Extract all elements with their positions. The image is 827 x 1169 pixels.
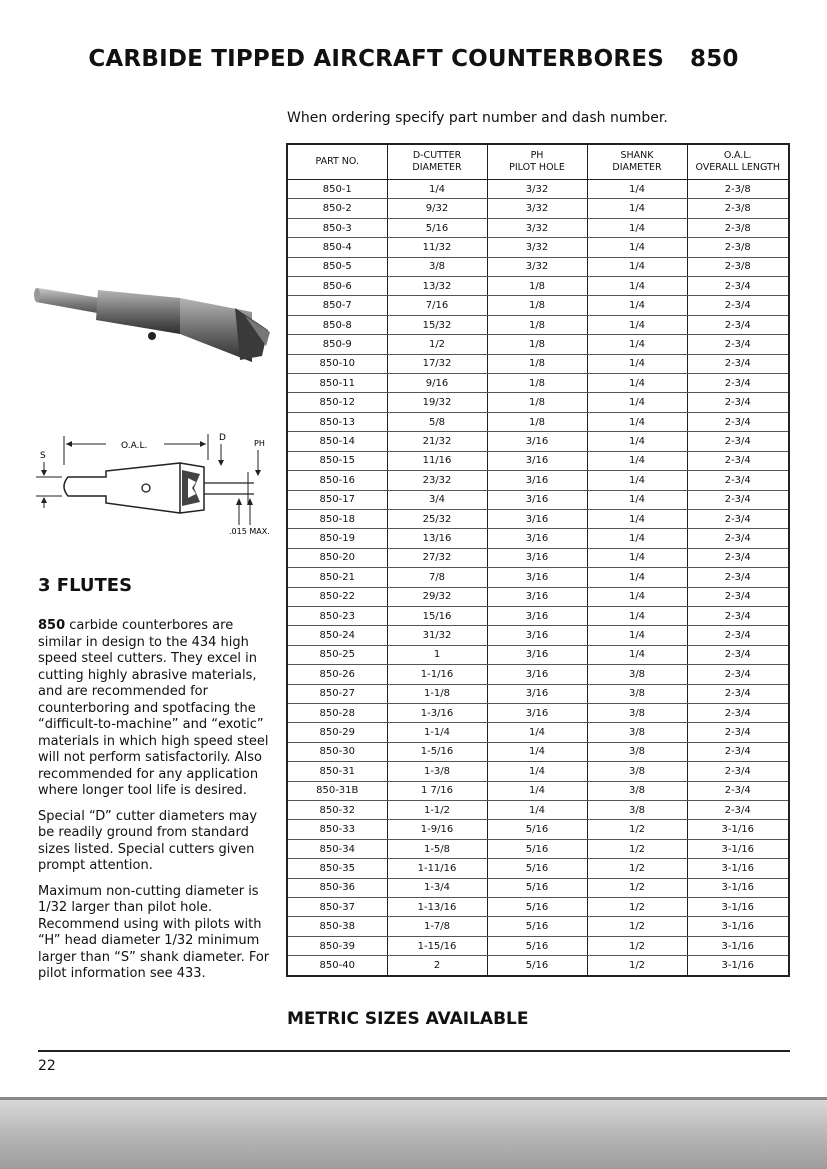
cell-d-cutter: 1-11/16	[387, 859, 487, 878]
cell-shank: 1/4	[587, 199, 687, 218]
table-row	[287, 451, 789, 470]
cell-d-cutter: 19/32	[387, 393, 487, 412]
cell-oal: 3-1/16	[687, 859, 789, 878]
table-row	[287, 374, 789, 393]
cell-part-no: 850-4	[287, 238, 387, 257]
description-paragraph-2: Special “D” cutter diameters may be readily ground from standard sizes listed. Special cutters given prompt attention.	[38, 808, 258, 873]
cell-pilot-hole: 3/32	[487, 257, 587, 276]
cell-d-cutter: 1/2	[387, 335, 487, 354]
cell-oal: 2-3/4	[687, 335, 789, 354]
cell-shank: 1/4	[587, 432, 687, 451]
cell-shank: 1/4	[587, 645, 687, 664]
cell-shank: 3/8	[587, 801, 687, 820]
cell-pilot-hole: 5/16	[487, 820, 587, 839]
cell-shank: 3/8	[587, 742, 687, 761]
cell-oal: 3-1/16	[687, 956, 789, 976]
title-text: CARBIDE TIPPED AIRCRAFT COUNTERBORES	[88, 46, 665, 72]
cell-part-no: 850-39	[287, 936, 387, 955]
cell-oal: 2-3/4	[687, 548, 789, 567]
cell-oal: 2-3/4	[687, 568, 789, 587]
cell-shank: 1/4	[587, 548, 687, 567]
cell-pilot-hole: 5/16	[487, 956, 587, 976]
table-row	[287, 684, 789, 703]
cell-shank: 1/4	[587, 568, 687, 587]
cell-pilot-hole: 3/16	[487, 568, 587, 587]
cell-d-cutter: 1-13/16	[387, 898, 487, 917]
cell-oal: 3-1/16	[687, 917, 789, 936]
cell-oal: 2-3/4	[687, 742, 789, 761]
cell-d-cutter: 1-1/16	[387, 665, 487, 684]
cell-oal: 2-3/4	[687, 645, 789, 664]
table-row	[287, 529, 789, 548]
cell-pilot-hole: 1/8	[487, 296, 587, 315]
description-paragraph-3: Maximum non-cutting diameter is 1/32 larger than pilot hole. Recommend using with pilots with “H” head diameter 1/32 minimum larger than “S” shank diameter. For pilot information see 433.	[38, 883, 270, 981]
cell-shank: 1/2	[587, 956, 687, 976]
cell-part-no: 850-12	[287, 393, 387, 412]
cell-shank: 1/4	[587, 180, 687, 199]
cell-d-cutter: 1-9/16	[387, 820, 487, 839]
cell-oal: 2-3/8	[687, 238, 789, 257]
cell-d-cutter: 1-3/4	[387, 878, 487, 897]
table-row	[287, 315, 789, 334]
cell-pilot-hole: 3/32	[487, 180, 587, 199]
cell-pilot-hole: 3/16	[487, 606, 587, 625]
cell-part-no: 850-19	[287, 529, 387, 548]
flutes-heading: 3 FLUTES	[38, 575, 133, 596]
cell-part-no: 850-38	[287, 917, 387, 936]
cell-oal: 3-1/16	[687, 898, 789, 917]
ordering-instructions: When ordering specify part number and dash number.	[287, 110, 668, 126]
cell-oal: 2-3/4	[687, 587, 789, 606]
cell-part-no: 850-15	[287, 451, 387, 470]
table-row	[287, 665, 789, 684]
d-label: D	[219, 433, 226, 443]
cell-pilot-hole: 1/8	[487, 315, 587, 334]
table-row	[287, 412, 789, 431]
cell-oal: 2-3/4	[687, 781, 789, 800]
cell-shank: 1/4	[587, 529, 687, 548]
cell-pilot-hole: 5/16	[487, 839, 587, 858]
cell-d-cutter: 1-1/8	[387, 684, 487, 703]
max-label: .015 MAX.	[229, 527, 270, 536]
cell-pilot-hole: 3/16	[487, 587, 587, 606]
cell-shank: 1/2	[587, 898, 687, 917]
cell-shank: 1/4	[587, 374, 687, 393]
cell-pilot-hole: 1/8	[487, 354, 587, 373]
header-part-no: PART NO.	[287, 144, 387, 180]
header-d-cutter: D-CUTTER DIAMETER	[387, 144, 487, 180]
cell-part-no: 850-16	[287, 471, 387, 490]
table-row	[287, 471, 789, 490]
table-row	[287, 917, 789, 936]
table-row	[287, 277, 789, 296]
cell-pilot-hole: 1/4	[487, 723, 587, 742]
table-row	[287, 548, 789, 567]
cell-part-no: 850-25	[287, 645, 387, 664]
cell-d-cutter: 17/32	[387, 354, 487, 373]
cell-shank: 1/4	[587, 587, 687, 606]
cell-shank: 3/8	[587, 723, 687, 742]
cell-pilot-hole: 3/16	[487, 684, 587, 703]
cell-shank: 3/8	[587, 781, 687, 800]
cell-shank: 1/4	[587, 277, 687, 296]
cell-shank: 1/4	[587, 393, 687, 412]
cell-pilot-hole: 3/16	[487, 451, 587, 470]
cell-d-cutter: 9/16	[387, 374, 487, 393]
cell-oal: 2-3/4	[687, 509, 789, 528]
ph-label: PH	[254, 439, 265, 448]
cell-oal: 2-3/4	[687, 393, 789, 412]
cell-shank: 1/4	[587, 257, 687, 276]
cell-d-cutter: 7/8	[387, 568, 487, 587]
cell-shank: 1/2	[587, 936, 687, 955]
cell-d-cutter: 5/8	[387, 412, 487, 431]
cell-pilot-hole: 5/16	[487, 936, 587, 955]
cell-shank: 1/4	[587, 451, 687, 470]
cell-oal: 2-3/4	[687, 490, 789, 509]
cell-oal: 2-3/4	[687, 723, 789, 742]
cell-pilot-hole: 3/16	[487, 490, 587, 509]
cell-part-no: 850-32	[287, 801, 387, 820]
cell-part-no: 850-29	[287, 723, 387, 742]
cell-pilot-hole: 3/32	[487, 238, 587, 257]
cell-oal: 2-3/4	[687, 606, 789, 625]
cell-pilot-hole: 1/4	[487, 781, 587, 800]
cell-pilot-hole: 1/8	[487, 393, 587, 412]
cell-d-cutter: 1-1/2	[387, 801, 487, 820]
cell-shank: 3/8	[587, 762, 687, 781]
header-pilot-hole: PH PILOT HOLE	[487, 144, 587, 180]
cell-pilot-hole: 3/32	[487, 199, 587, 218]
cell-oal: 3-1/16	[687, 820, 789, 839]
cell-d-cutter: 1-7/8	[387, 917, 487, 936]
table-header-row	[287, 144, 789, 180]
cell-oal: 2-3/4	[687, 529, 789, 548]
table-row	[287, 568, 789, 587]
cell-shank: 1/4	[587, 296, 687, 315]
cell-d-cutter: 1-1/4	[387, 723, 487, 742]
cell-shank: 1/4	[587, 315, 687, 334]
cell-part-no: 850-3	[287, 218, 387, 237]
cell-shank: 1/4	[587, 471, 687, 490]
cell-d-cutter: 13/16	[387, 529, 487, 548]
table-row	[287, 218, 789, 237]
cell-d-cutter: 23/32	[387, 471, 487, 490]
cell-oal: 2-3/4	[687, 703, 789, 722]
page-number: 22	[38, 1058, 56, 1074]
cell-pilot-hole: 5/16	[487, 878, 587, 897]
header-shank: SHANK DIAMETER	[587, 144, 687, 180]
cell-oal: 2-3/4	[687, 432, 789, 451]
cell-d-cutter: 1 7/16	[387, 781, 487, 800]
cell-part-no: 850-10	[287, 354, 387, 373]
cell-part-no: 850-35	[287, 859, 387, 878]
cell-oal: 3-1/16	[687, 878, 789, 897]
cell-shank: 1/2	[587, 859, 687, 878]
cell-part-no: 850-27	[287, 684, 387, 703]
cell-pilot-hole: 5/16	[487, 859, 587, 878]
cell-d-cutter: 15/16	[387, 606, 487, 625]
cell-oal: 2-3/8	[687, 218, 789, 237]
cell-d-cutter: 13/32	[387, 277, 487, 296]
cell-d-cutter: 1-3/16	[387, 703, 487, 722]
table-row	[287, 723, 789, 742]
cell-part-no: 850-30	[287, 742, 387, 761]
table-row	[287, 820, 789, 839]
cell-pilot-hole: 1/8	[487, 412, 587, 431]
cell-pilot-hole: 3/16	[487, 626, 587, 645]
cell-d-cutter: 15/32	[387, 315, 487, 334]
cell-d-cutter: 1-15/16	[387, 936, 487, 955]
cell-part-no: 850-26	[287, 665, 387, 684]
cell-oal: 2-3/8	[687, 257, 789, 276]
cell-part-no: 850-34	[287, 839, 387, 858]
table-row	[287, 509, 789, 528]
cell-oal: 2-3/4	[687, 315, 789, 334]
table-row	[287, 703, 789, 722]
cell-pilot-hole: 3/16	[487, 665, 587, 684]
cell-d-cutter: 11/16	[387, 451, 487, 470]
cell-oal: 3-1/16	[687, 839, 789, 858]
cell-shank: 1/4	[587, 218, 687, 237]
cell-shank: 1/2	[587, 878, 687, 897]
cell-pilot-hole: 5/16	[487, 898, 587, 917]
cell-shank: 1/4	[587, 606, 687, 625]
cell-pilot-hole: 1/8	[487, 335, 587, 354]
table-row	[287, 354, 789, 373]
cell-pilot-hole: 3/16	[487, 645, 587, 664]
footer-rule	[38, 1050, 790, 1052]
cell-part-no: 850-33	[287, 820, 387, 839]
product-description	[38, 618, 270, 992]
cell-pilot-hole: 1/4	[487, 742, 587, 761]
table-row	[287, 296, 789, 315]
cell-part-no: 850-21	[287, 568, 387, 587]
cell-shank: 3/8	[587, 703, 687, 722]
table-row	[287, 956, 789, 976]
cell-pilot-hole: 3/16	[487, 509, 587, 528]
cell-part-no: 850-31B	[287, 781, 387, 800]
cell-part-no: 850-6	[287, 277, 387, 296]
cell-shank: 3/8	[587, 684, 687, 703]
cell-oal: 2-3/8	[687, 199, 789, 218]
cell-oal: 2-3/4	[687, 354, 789, 373]
cell-shank: 1/4	[587, 412, 687, 431]
table-row	[287, 839, 789, 858]
cell-shank: 3/8	[587, 665, 687, 684]
cell-oal: 2-3/4	[687, 665, 789, 684]
table-row	[287, 878, 789, 897]
cell-oal: 2-3/4	[687, 471, 789, 490]
table-row	[287, 257, 789, 276]
cell-shank: 1/2	[587, 917, 687, 936]
header-oal: O.A.L. OVERALL LENGTH	[687, 144, 789, 180]
cell-d-cutter: 27/32	[387, 548, 487, 567]
cell-part-no: 850-22	[287, 587, 387, 606]
table-row	[287, 781, 789, 800]
cell-pilot-hole: 3/16	[487, 529, 587, 548]
cell-part-no: 850-18	[287, 509, 387, 528]
table-row	[287, 335, 789, 354]
metric-sizes-note: METRIC SIZES AVAILABLE	[287, 1009, 529, 1029]
cell-oal: 2-3/4	[687, 374, 789, 393]
series-bold: 850	[38, 618, 66, 633]
cell-d-cutter: 1	[387, 645, 487, 664]
cell-pilot-hole: 1/8	[487, 374, 587, 393]
table-row	[287, 180, 789, 199]
page-title	[0, 46, 827, 72]
cell-d-cutter: 1-5/8	[387, 839, 487, 858]
cell-d-cutter: 2	[387, 956, 487, 976]
cell-oal: 2-3/4	[687, 626, 789, 645]
cell-shank: 1/4	[587, 626, 687, 645]
table-row	[287, 238, 789, 257]
counterbore-size-table	[286, 143, 790, 977]
cell-part-no: 850-23	[287, 606, 387, 625]
cell-d-cutter: 3/4	[387, 490, 487, 509]
cell-d-cutter: 29/32	[387, 587, 487, 606]
cell-part-no: 850-7	[287, 296, 387, 315]
cell-pilot-hole: 5/16	[487, 917, 587, 936]
cell-d-cutter: 25/32	[387, 509, 487, 528]
cell-d-cutter: 5/16	[387, 218, 487, 237]
cell-shank: 1/4	[587, 490, 687, 509]
cell-d-cutter: 9/32	[387, 199, 487, 218]
cell-shank: 1/4	[587, 335, 687, 354]
table-row	[287, 626, 789, 645]
oal-label: O.A.L.	[121, 441, 148, 451]
cell-part-no: 850-28	[287, 703, 387, 722]
cell-part-no: 850-8	[287, 315, 387, 334]
cell-pilot-hole: 3/16	[487, 548, 587, 567]
cell-d-cutter: 1-3/8	[387, 762, 487, 781]
cell-oal: 2-3/4	[687, 684, 789, 703]
table-row	[287, 199, 789, 218]
cell-shank: 1/2	[587, 820, 687, 839]
s-label: S	[40, 451, 46, 461]
cell-part-no: 850-31	[287, 762, 387, 781]
cell-oal: 2-3/8	[687, 180, 789, 199]
series-number: 850	[690, 46, 739, 72]
table-row	[287, 606, 789, 625]
cell-d-cutter: 21/32	[387, 432, 487, 451]
table-body	[287, 180, 789, 977]
cell-pilot-hole: 3/16	[487, 703, 587, 722]
cell-part-no: 850-2	[287, 199, 387, 218]
counterbore-photo	[30, 276, 275, 386]
table-row	[287, 432, 789, 451]
cell-pilot-hole: 1/4	[487, 762, 587, 781]
dimension-diagram	[28, 430, 278, 540]
cell-d-cutter: 1-5/16	[387, 742, 487, 761]
cell-oal: 2-3/4	[687, 451, 789, 470]
cell-part-no: 850-40	[287, 956, 387, 976]
cell-shank: 1/4	[587, 509, 687, 528]
cell-oal: 2-3/4	[687, 412, 789, 431]
cell-part-no: 850-9	[287, 335, 387, 354]
table-row	[287, 801, 789, 820]
table-row	[287, 859, 789, 878]
cell-d-cutter: 11/32	[387, 238, 487, 257]
cell-oal: 2-3/4	[687, 762, 789, 781]
cell-part-no: 850-36	[287, 878, 387, 897]
cell-part-no: 850-20	[287, 548, 387, 567]
table-row	[287, 762, 789, 781]
cell-pilot-hole: 3/16	[487, 432, 587, 451]
cell-d-cutter: 31/32	[387, 626, 487, 645]
cell-shank: 1/4	[587, 354, 687, 373]
cell-pilot-hole: 1/8	[487, 277, 587, 296]
table-row	[287, 645, 789, 664]
table-row	[287, 393, 789, 412]
cell-d-cutter: 7/16	[387, 296, 487, 315]
table-row	[287, 936, 789, 955]
cell-oal: 2-3/4	[687, 277, 789, 296]
description-paragraph-1: 850 carbide counterbores are similar in design to the 434 high speed steel cutters. They excel in cutting highly abrasive materials, and are recommended for counterboring and spotfacing the “difficult-to-machine” and “exotic” materials in which high speed steel will not perform satisfactorily. Also recommended for any application where longer tool life is desired.	[38, 618, 269, 798]
cell-part-no: 850-17	[287, 490, 387, 509]
cell-pilot-hole: 1/4	[487, 801, 587, 820]
cell-d-cutter: 3/8	[387, 257, 487, 276]
cell-part-no: 850-13	[287, 412, 387, 431]
cell-shank: 1/2	[587, 839, 687, 858]
cell-shank: 1/4	[587, 238, 687, 257]
cell-oal: 2-3/4	[687, 296, 789, 315]
cell-oal: 2-3/4	[687, 801, 789, 820]
table-row	[287, 898, 789, 917]
cell-oal: 3-1/16	[687, 936, 789, 955]
cell-d-cutter: 1/4	[387, 180, 487, 199]
table-row	[287, 742, 789, 761]
cell-part-no: 850-11	[287, 374, 387, 393]
table-row	[287, 587, 789, 606]
cell-part-no: 850-5	[287, 257, 387, 276]
cell-pilot-hole: 3/16	[487, 471, 587, 490]
cell-pilot-hole: 3/32	[487, 218, 587, 237]
cell-part-no: 850-1	[287, 180, 387, 199]
cell-part-no: 850-24	[287, 626, 387, 645]
cell-part-no: 850-14	[287, 432, 387, 451]
table-row	[287, 490, 789, 509]
scan-background	[0, 1100, 827, 1169]
cell-part-no: 850-37	[287, 898, 387, 917]
